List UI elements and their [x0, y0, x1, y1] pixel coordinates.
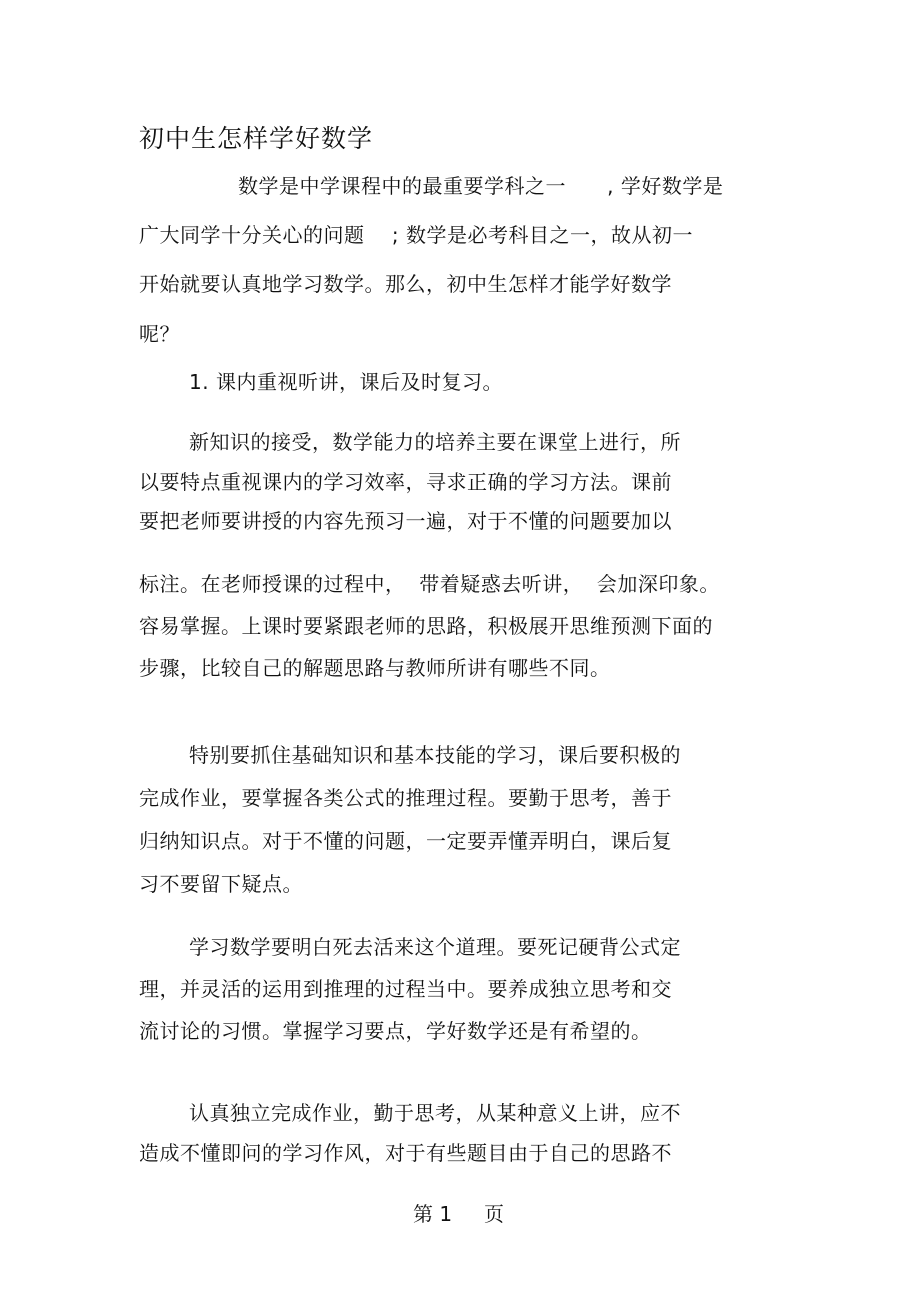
para2-line-2: 完成作业，要掌握各类公式的推理过程。要勤于思考，善于: [139, 786, 672, 810]
para3-line-3: 流讨论的习惯。掌握学习要点，学好数学还是有希望的。: [139, 1019, 652, 1043]
page-number-suffix: 页: [484, 1202, 504, 1226]
para4-line-1: 认真独立完成作业，勤于思考，从某种意义上讲，应不: [189, 1101, 681, 1125]
para1a-line-2: 以要特点重视课内的学习效率，寻求正确的学习方法。课前: [139, 470, 672, 494]
page-number-prefix: 第 1: [413, 1202, 453, 1226]
para4-line-2: 造成不懂即问的学习作风，对于有些题目由于自己的思路不: [139, 1141, 672, 1165]
document-title: 初中生怎样学好数学: [139, 124, 374, 153]
intro-line-1: 数学是中学课程中的最重要学科之一 , 学好数学是: [238, 174, 724, 198]
section-heading-1: 1. 课内重视听讲，课后及时复习。: [189, 370, 503, 394]
para1a-line-1: 新知识的接受，数学能力的培养主要在课堂上进行，所: [189, 430, 681, 454]
intro-line-3: 开始就要认真地学习数学。那么，初中生怎样才能学好数学: [139, 272, 672, 296]
para3-line-1: 学习数学要明白死去活来这个道理。要死记硬背公式定: [189, 935, 681, 959]
para2-line-1: 特别要抓住基础知识和基本技能的学习，课后要积极的: [189, 743, 681, 767]
para1b-line-2: 容易掌握。上课时要紧跟老师的思路，积极展开思维预测下面的: [139, 614, 713, 638]
intro-line-4: 呢？: [139, 322, 180, 346]
para2-line-3: 归纳知识点。对于不懂的问题，一定要弄懂弄明白，课后复: [139, 829, 672, 853]
para2-line-4: 习不要留下疑点。: [139, 872, 303, 896]
para1a-line-3: 要把老师要讲授的内容先预习一遍，对于不懂的问题要加以: [139, 509, 672, 533]
intro-line-2: 广大同学十分关心的问题 ; 数学是必考科目之一，故从初一: [139, 223, 694, 247]
para1b-line-1: 标注。在老师授课的过程中， 带着疑惑去听讲， 会加深印象。: [139, 572, 720, 596]
para1b-line-3: 步骤，比较自己的解题思路与教师所讲有哪些不同。: [139, 656, 611, 680]
para3-line-2: 理，并灵活的运用到推理的过程当中。要养成独立思考和交: [139, 977, 672, 1001]
